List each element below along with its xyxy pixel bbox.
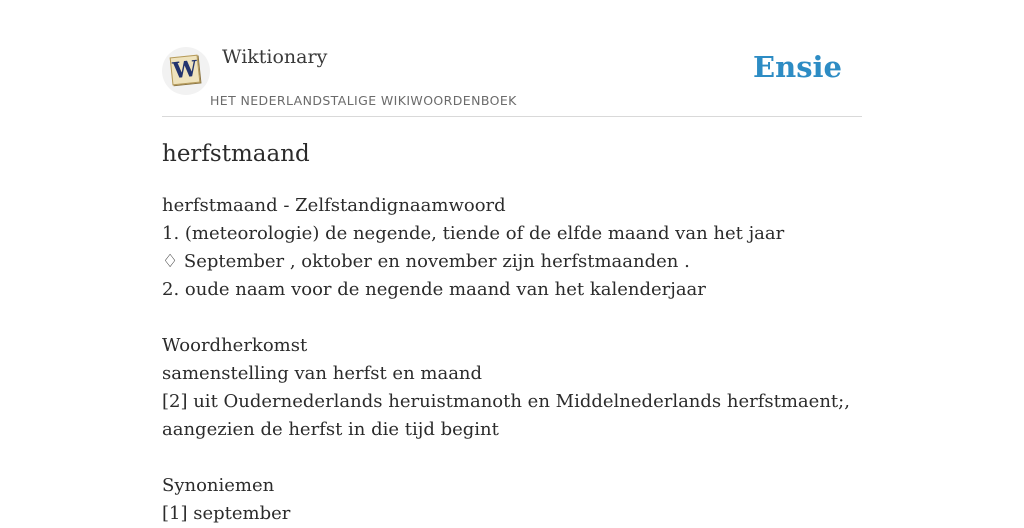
- entry-title: herfstmaand: [162, 141, 310, 167]
- site-header: [162, 40, 862, 117]
- etymology-heading: Woordherkomst: [162, 335, 308, 356]
- entry-content: [162, 138, 862, 528]
- spacer: [162, 304, 862, 332]
- site-title[interactable]: Wiktionary: [222, 46, 328, 68]
- definition-line: 1. (meteorologie) de negende, tiende of de elfde maand van het jaar: [162, 223, 785, 244]
- spacer: [162, 444, 862, 472]
- site-tagline: HET NEDERLANDSTALIGE WIKIWOORDENBOEK: [210, 93, 517, 108]
- ensie-brand-link[interactable]: Ensie: [753, 50, 842, 84]
- synonyms-heading: Synoniemen: [162, 475, 275, 496]
- part-of-speech-line: herfstmaand - Zelfstandignaamwoord: [162, 195, 506, 216]
- etymology-line: aangezien de herfst in die tijd begint: [162, 419, 499, 440]
- example-line: ♢ September , oktober en november zijn herfstmaanden .: [162, 251, 690, 272]
- wiktionary-logo-tile-icon: W: [171, 55, 199, 85]
- etymology-line: [2] uit Oudernederlands heruistmanoth en Middelnederlands herfstmaent;,: [162, 391, 850, 412]
- definition-line: 2. oude naam voor de negende maand van het kalenderjaar: [162, 279, 706, 300]
- entry-body: [162, 192, 862, 528]
- wiktionary-logo[interactable]: [162, 47, 210, 95]
- synonym-line: [1] september: [162, 503, 291, 524]
- etymology-line: samenstelling van herfst en maand: [162, 363, 483, 384]
